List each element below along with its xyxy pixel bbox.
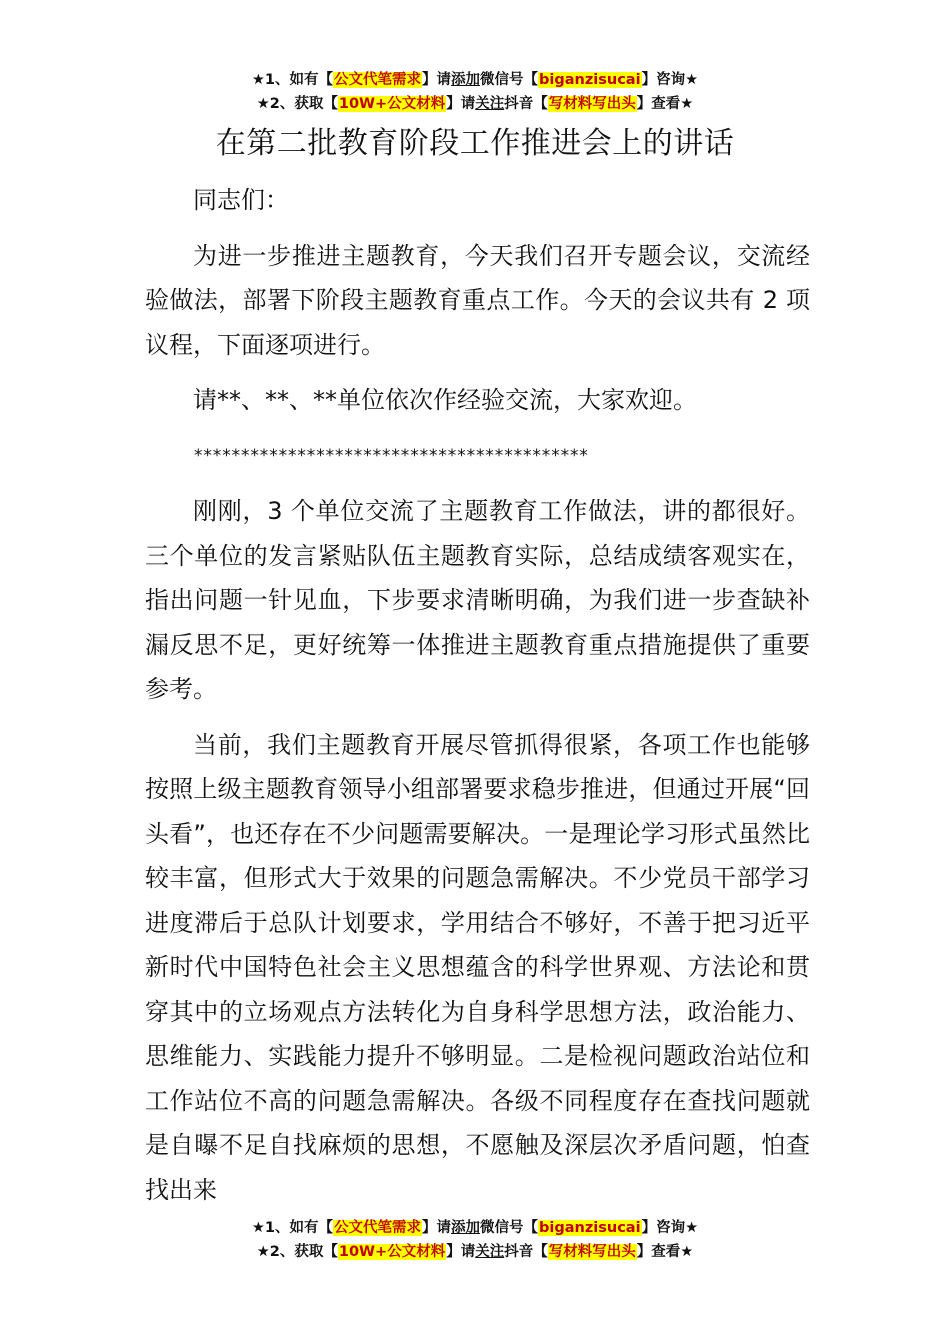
promo-line-1: [0, 68, 950, 92]
salutation: 同志们：: [193, 186, 289, 214]
promo-text: 】请: [446, 1244, 476, 1260]
promo-text: 】查看★: [636, 96, 694, 112]
promo-highlight: 10W+公文材料: [338, 96, 446, 112]
promo-underline: 关注: [475, 96, 505, 112]
promo-text: 抖音【: [504, 1244, 548, 1260]
promo-text: ★2、获取【: [256, 96, 338, 112]
promo-text: 】请: [422, 72, 452, 88]
promo-text: 】咨询★: [641, 72, 699, 88]
promo-text: ★1、如有【: [251, 1220, 334, 1236]
promo-highlight: 公文代笔需求: [334, 1220, 422, 1236]
paragraph: 当前，我们主题教育开展尽管抓得很紧，各项工作也能够按照上级主题教育领导小组部署要求稳步推进，但通过开展“回头看”，也还存在不少问题需要解决。一是理论学习形式虽然比较丰富，但形式大于效果的问题急需解决。不少党员干部学习进度滞后于总队计划要求，学用结合不够好，不善于把习近平新时代中国特色社会主义思想蕴含的科学世界观、方法论和贯穿其中的立场观点方法转化为自身科学思想方法，政治能力、思维能力、实践能力提升不够明显。二是检视问题政治站位和工作站位不高的问题急需解决。各级不同程度存在查找问题就是自曝不足自找麻烦的思想，不愿触及深层次矛盾问题，怕查找出来: [145, 730, 810, 1204]
document-body: [145, 178, 810, 1212]
promo-highlight: biganzisucai: [539, 72, 641, 88]
promo-highlight: biganzisucai: [539, 1220, 641, 1236]
promo-text: 抖音【: [504, 96, 548, 112]
promo-underline: 关注: [475, 1244, 505, 1260]
promo-line-1: [0, 1216, 950, 1240]
promo-highlight: 10W+公文材料: [338, 1244, 446, 1260]
promo-highlight: 写材料写出头: [548, 96, 636, 112]
promo-line-2: [0, 1240, 950, 1264]
promo-text: 】请: [446, 96, 476, 112]
promo-text: 微信号【: [480, 1220, 539, 1236]
document-title: 在第二批教育阶段工作推进会上的讲话: [215, 126, 735, 161]
promo-banner-top: [0, 68, 950, 116]
promo-text: 】咨询★: [641, 1220, 699, 1236]
promo-highlight: 公文代笔需求: [334, 72, 422, 88]
promo-text: 】请: [422, 1220, 452, 1236]
promo-line-2: [0, 92, 950, 116]
promo-banner-bottom: [0, 1216, 950, 1264]
paragraph: 刚刚，3 个单位交流了主题教育工作做法，讲的都很好。三个单位的发言紧贴队伍主题教育实际，总结成绩客观实在，指出问题一针见血，下步要求清晰明确，为我们进一步查缺补漏反思不足，更好统筹一体推进主题教育重点措施提供了重要参考。: [145, 497, 810, 703]
promo-text: 】查看★: [636, 1244, 694, 1260]
promo-text: ★2、获取【: [256, 1244, 338, 1260]
promo-underline: 添加: [451, 72, 481, 88]
promo-underline: 添加: [451, 1220, 481, 1236]
promo-highlight: 写材料写出头: [548, 1244, 636, 1260]
paragraph: 为进一步推进主题教育，今天我们召开专题会议，交流经验做法，部署下阶段主题教育重点工作。今天的会议共有 2 项议程，下面逐项进行。: [145, 241, 810, 359]
promo-text: 微信号【: [480, 72, 539, 88]
promo-text: ★1、如有【: [251, 72, 334, 88]
separator-stars: ******************************************: [194, 445, 589, 466]
paragraph: 请**、**、**单位依次作经验交流，大家欢迎。: [193, 386, 697, 414]
